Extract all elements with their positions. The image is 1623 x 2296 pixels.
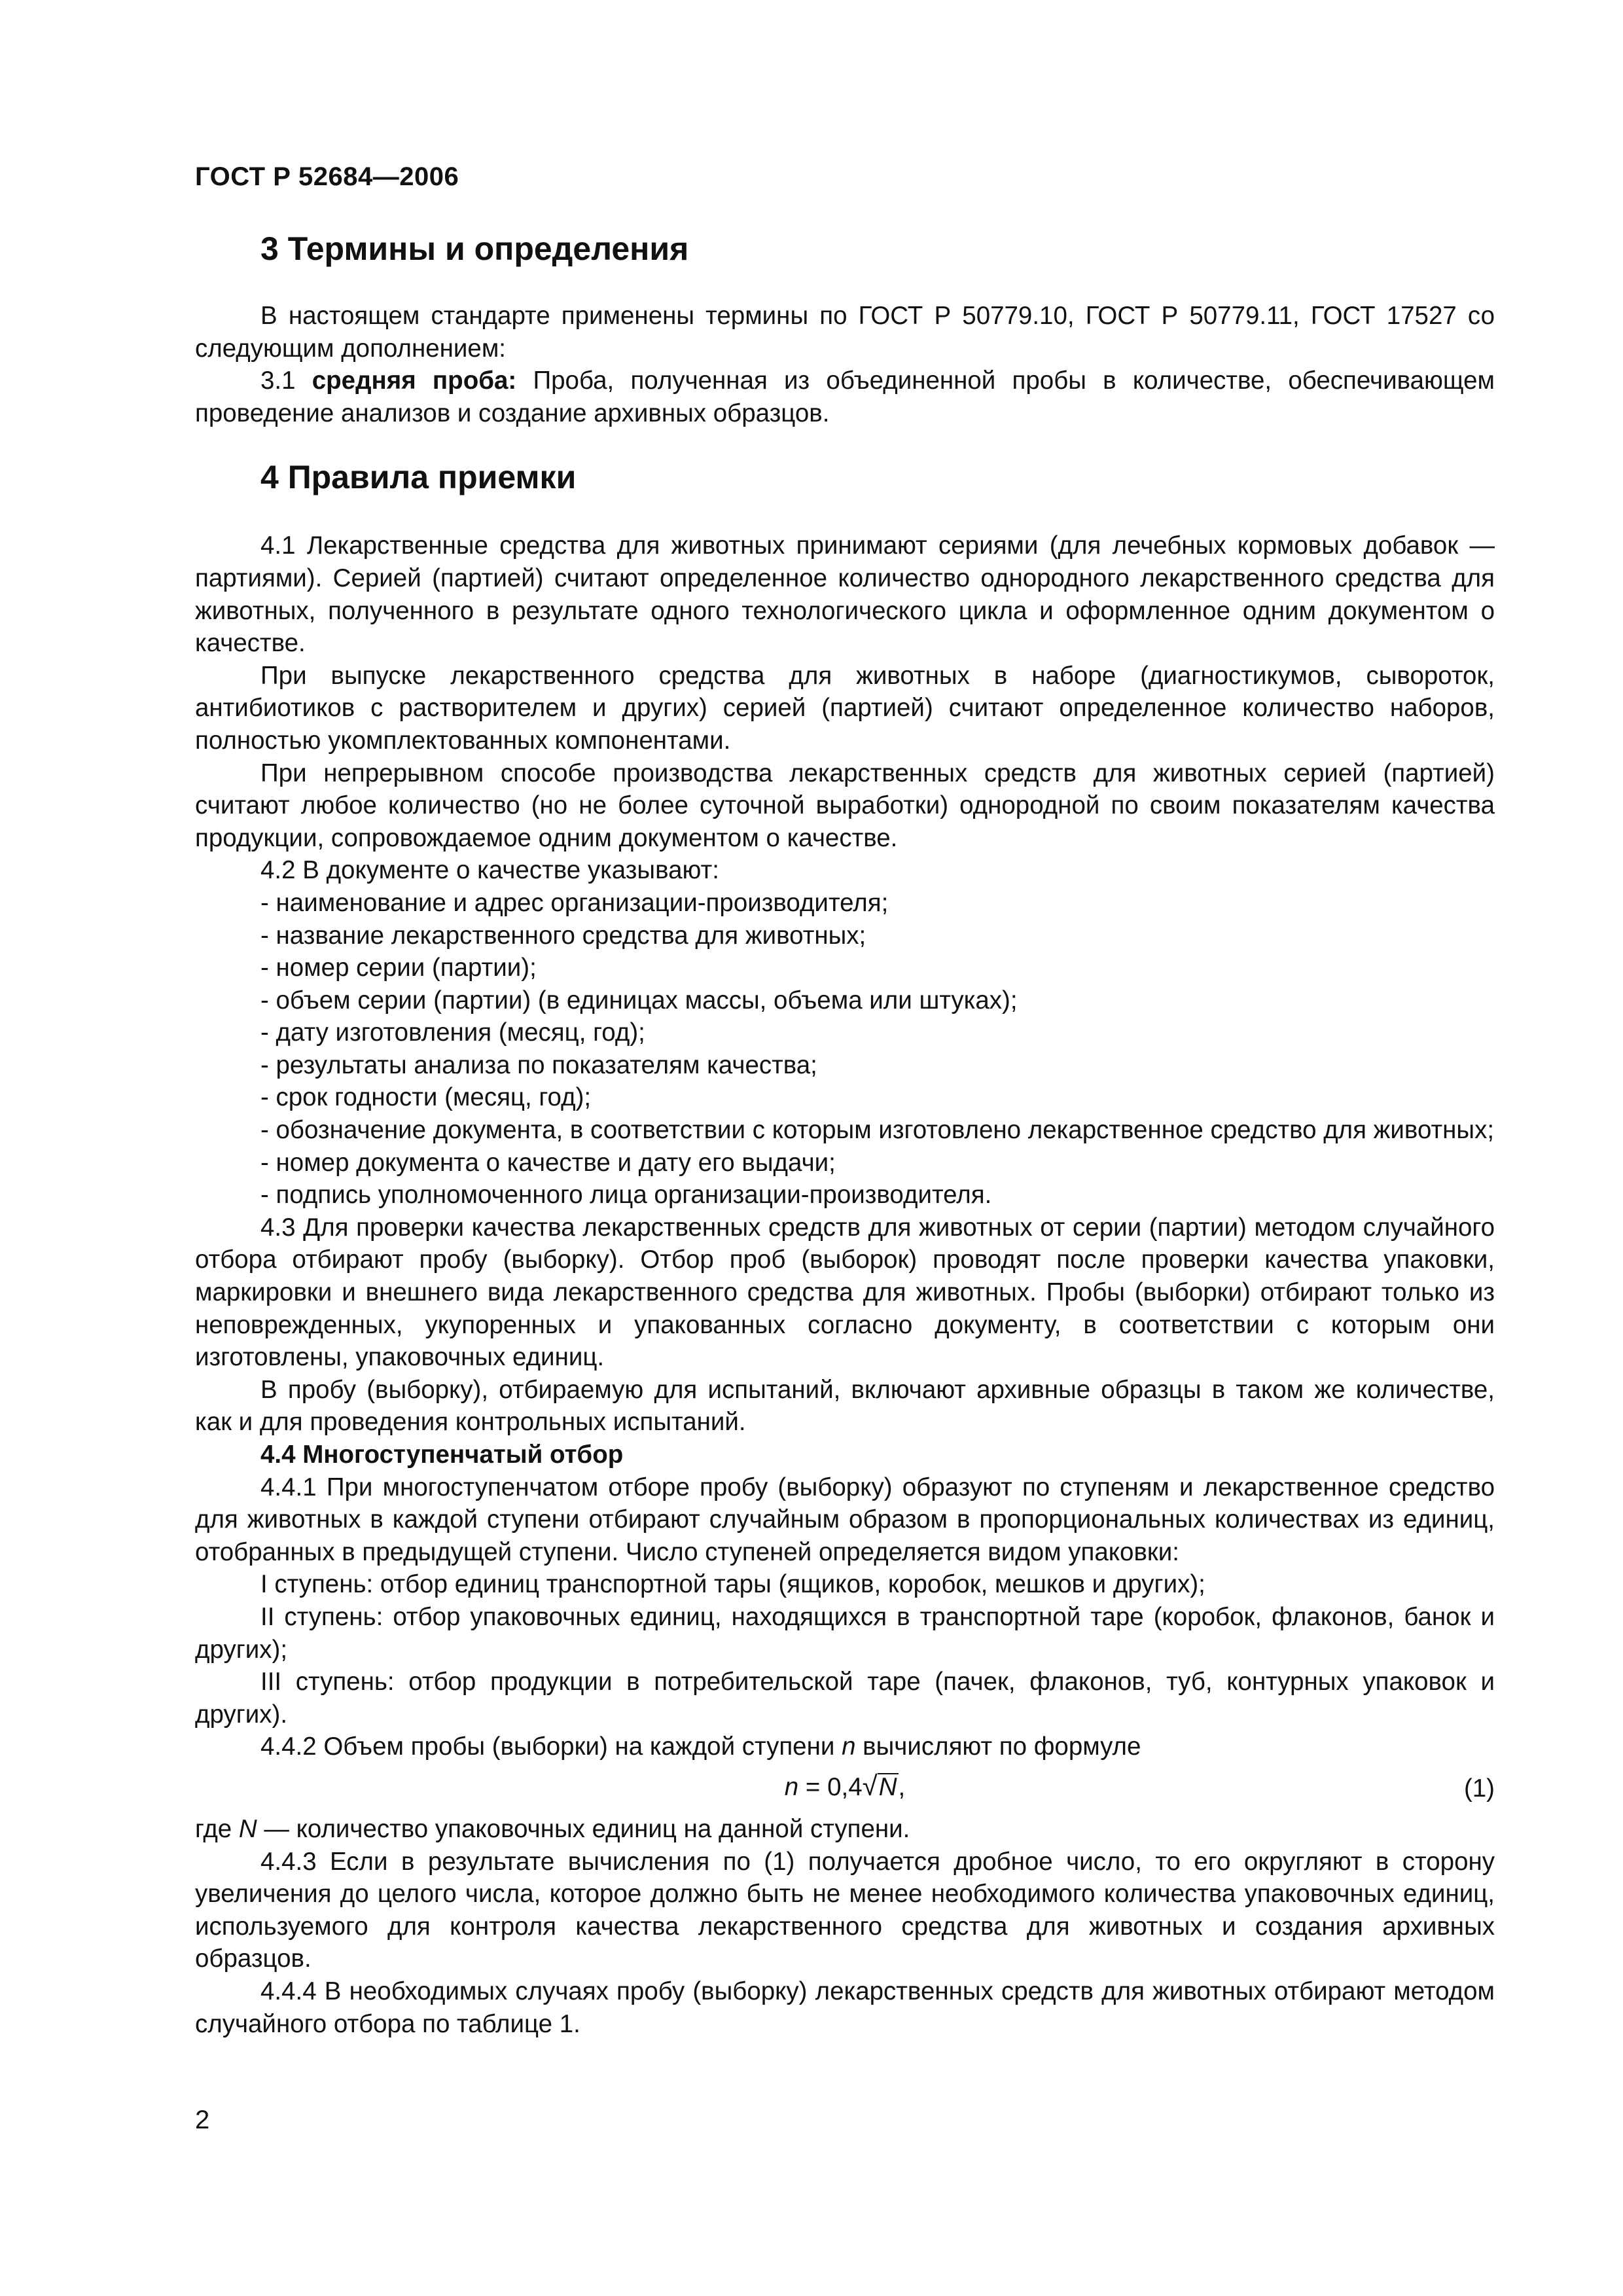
clause-4-4-4: 4.4.4 В необходимых случаях пробу (выборку) лекарственных средств для животных отбирают методом случайного отбора по таблице 1. <box>195 1977 1495 2038</box>
stage-2: II ступень: отбор упаковочных единиц, находящихся в транспортной таре (коробок, флаконов, банок и других); <box>195 1602 1495 1664</box>
clause-4-1: 4.1 Лекарственные средства для животных принимают сериями (для лечебных кормовых добавок — партиями). Серией (партией) считают определенное количество однородного лекарственного средства для животных, полученного в результате одного технологического цикла и оформленное одним документом о качестве. <box>195 531 1495 658</box>
clause-4-4-2-tail: вычисляют по формуле <box>855 1732 1141 1761</box>
list-item: - результаты анализа по показателям качества; <box>260 1050 817 1079</box>
term-3-1 <box>195 365 1495 429</box>
formula-radicand: N <box>878 1772 897 1801</box>
list-item: - название лекарственного средства для животных; <box>260 921 866 950</box>
formula-expression <box>195 1770 1495 1804</box>
variable-n: n <box>842 1732 856 1761</box>
list-item: - обозначение документа, в соответствии с которым изготовлено лекарственное средство для животных; <box>260 1116 1495 1145</box>
term-definition: Проба, полученная из объединенной пробы в количестве, обеспечивающем проведение анализов и создание архивных образцов. <box>195 367 1495 427</box>
list-item: - наименование и адрес организации-производителя; <box>260 888 889 917</box>
list-item: - номер документа о качестве и дату его выдачи; <box>260 1148 836 1177</box>
list-item: - срок годности (месяц, год); <box>260 1083 592 1112</box>
page-number: 2 <box>195 2106 210 2134</box>
document-code: ГОСТ Р 52684—2006 <box>195 162 459 191</box>
list-item: - объем серии (партии) (в единицах массы, объема или штуках); <box>260 986 1018 1014</box>
stage-1: I ступень: отбор единиц транспортной тары (ящиков, коробок, мешков и других); <box>260 1570 1205 1599</box>
clause-4-4-2-text: 4.4.2 Объем пробы (выборки) на каждой ступени <box>260 1732 842 1761</box>
list-item: - номер серии (партии); <box>260 954 537 982</box>
clause-4-3-archive: В пробу (выборку), отбираемую для испытаний, включают архивные образцы в таком же количестве, как и для проведения контрольных испытаний. <box>195 1375 1495 1437</box>
clause-4-4-heading: 4.4 Многоступенчатый отбор <box>260 1441 624 1469</box>
list-item: - дату изготовления (месяц, год); <box>260 1018 645 1047</box>
section-3-heading: 3 Термины и определения <box>260 230 689 267</box>
clause-4-2: 4.2 В документе о качестве указывают: <box>260 856 719 885</box>
where-text: где <box>195 1814 239 1843</box>
where-definition: — количество упаковочных единиц на данной ступени. <box>257 1814 910 1843</box>
formula-1 <box>195 1767 1495 1808</box>
section-4-heading: 4 Правила приемки <box>260 459 577 496</box>
formula-equals: = 0,4 <box>798 1772 863 1801</box>
term-name: средняя проба: <box>312 367 517 395</box>
clause-4-3: 4.3 Для проверки качества лекарственных средств для животных от серии (партии) методом случайного отбора отбирают пробу (выборку). Отбор проб (выборок) проводят после проверки качества упаковки, маркировки и внешнего вида лекарственного средства для животных. Пробы (выборки) отбирают только из неповрежденных, укупоренных и упакованных согласно документу, в соответствии с которым они изготовлены, упаковочных единиц. <box>195 1213 1495 1372</box>
radical-sign: √ <box>862 1770 878 1801</box>
formula-tail: , <box>898 1772 906 1801</box>
section-3-intro: В настоящем стандарте применены термины по ГОСТ Р 50779.10, ГОСТ Р 50779.11, ГОСТ 17527 со следующим дополнением: <box>195 302 1495 363</box>
formula-number: (1) <box>1463 1774 1495 1803</box>
clause-4-4-1: 4.4.1 При многоступенчатом отборе пробу (выборку) образуют по ступеням и лекарственное средство для животных в каждой ступени отбирают случайным образом в пропорциональных количествах из единиц, отобранных в предыдущей ступени. Число ступеней определяется видом упаковки: <box>195 1473 1495 1566</box>
variable-N: N <box>238 1814 257 1843</box>
clause-4-1-kit: При выпуске лекарственного средства для животных в наборе (диагностикумов, сывороток, антибиотиков с растворителем и других) серией (партией) считают определенное количество наборов, полностью укомплектованных компонентами. <box>195 661 1495 755</box>
formula-lhs: n <box>784 1772 799 1801</box>
clause-4-1-continuous: При непрерывном способе производства лекарственных средств для животных серией (партией) считают любое количество (но не более суточной выработки) однородной по своим показателям качества продукции, сопровождаемое одним документом о качестве. <box>195 759 1495 852</box>
term-number: 3.1 <box>260 367 312 395</box>
clause-4-4-2 <box>195 1731 1495 1763</box>
formula-where <box>195 1813 1495 1846</box>
list-item: - подпись уполномоченного лица организации-производителя. <box>260 1181 992 1210</box>
document-body <box>195 226 1495 2040</box>
clause-4-4-3: 4.4.3 Если в результате вычисления по (1) получается дробное число, то его округляют в сторону увеличения до целого числа, которое должно быть не менее необходимого количества упаковочных единиц, используемого для контроля качества лекарственного средства для животных и создания архивных образцов. <box>195 1847 1495 1973</box>
stage-3: III ступень: отбор продукции в потребительской таре (пачек, флаконов, туб, контурных упаковок и других). <box>195 1668 1495 1729</box>
